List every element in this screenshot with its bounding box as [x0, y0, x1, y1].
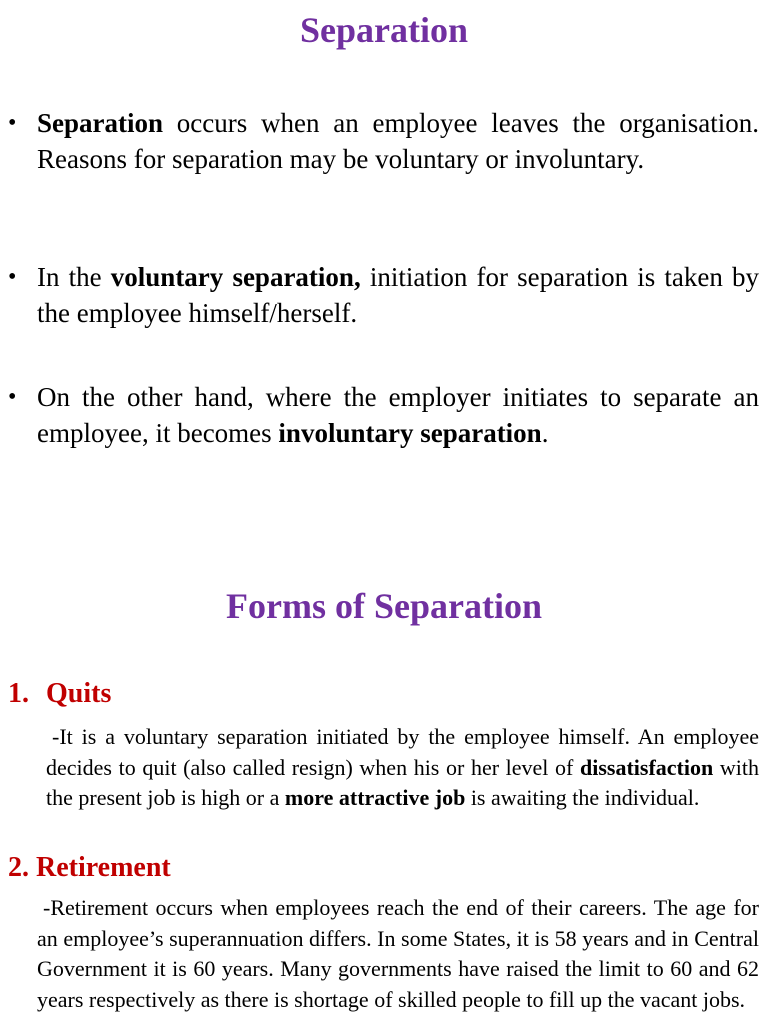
- paragraph-text: -Retirement occurs when employees reach the end of their careers. The age for an employee’s superannuation differs. In some States, it is 58 years and in Central Government it is 60 years. Many governments have raised the limit to 60 and 62 years respectively as there is shortage of skilled people to fill up the vacant jobs.: [37, 895, 759, 1012]
- bold-term: involuntary separation: [278, 417, 542, 448]
- bullet-icon: •: [8, 110, 17, 136]
- heading-label: Retirement: [36, 852, 171, 883]
- bullet-text-span: occurs when an employee leaves the organisation. Reasons for separation may be voluntary or involuntary.: [37, 108, 759, 174]
- heading-retirement: [8, 851, 171, 885]
- paragraph-text: -It is a voluntary separation initiated by the employee himself. An employee decides to quit (also called resign) when his or her level of: [46, 724, 759, 780]
- paragraph-text: with the present job is high or a: [46, 754, 759, 811]
- bullet-text-span: On the other hand, where the employer initiates to separate an employee, it becomes: [37, 382, 759, 448]
- bold-term: dissatisfaction: [580, 754, 714, 780]
- bullet-text: [37, 380, 759, 451]
- page-title: Separation: [299, 10, 468, 50]
- bold-term: more attractive job: [284, 785, 466, 811]
- bullet-text-span: In the: [37, 262, 111, 292]
- bullet-item-separation: [8, 106, 759, 177]
- paragraph-text: is awaiting the individual.: [465, 785, 700, 811]
- bullet-text: [37, 106, 759, 177]
- section-title: Forms of Separation: [226, 586, 542, 626]
- bullet-text-span: .: [541, 417, 549, 448]
- list-number: 2.: [8, 852, 29, 883]
- heading-quits: [8, 677, 111, 711]
- bullet-item-involuntary: [8, 380, 759, 451]
- bullet-item-voluntary: [8, 260, 759, 331]
- bullet-icon: •: [8, 384, 17, 410]
- paragraph-quits: [46, 722, 759, 814]
- bold-term: Separation: [37, 108, 164, 138]
- list-number: 1.: [8, 678, 29, 709]
- bullet-text: [37, 260, 759, 331]
- paragraph-retirement: [37, 893, 759, 1015]
- bold-term: voluntary separation,: [110, 262, 361, 292]
- bullet-text-span: initiation for separation is taken by the employee himself/herself.: [37, 262, 760, 328]
- heading-label: Quits: [46, 678, 112, 709]
- bullet-icon: •: [8, 264, 17, 290]
